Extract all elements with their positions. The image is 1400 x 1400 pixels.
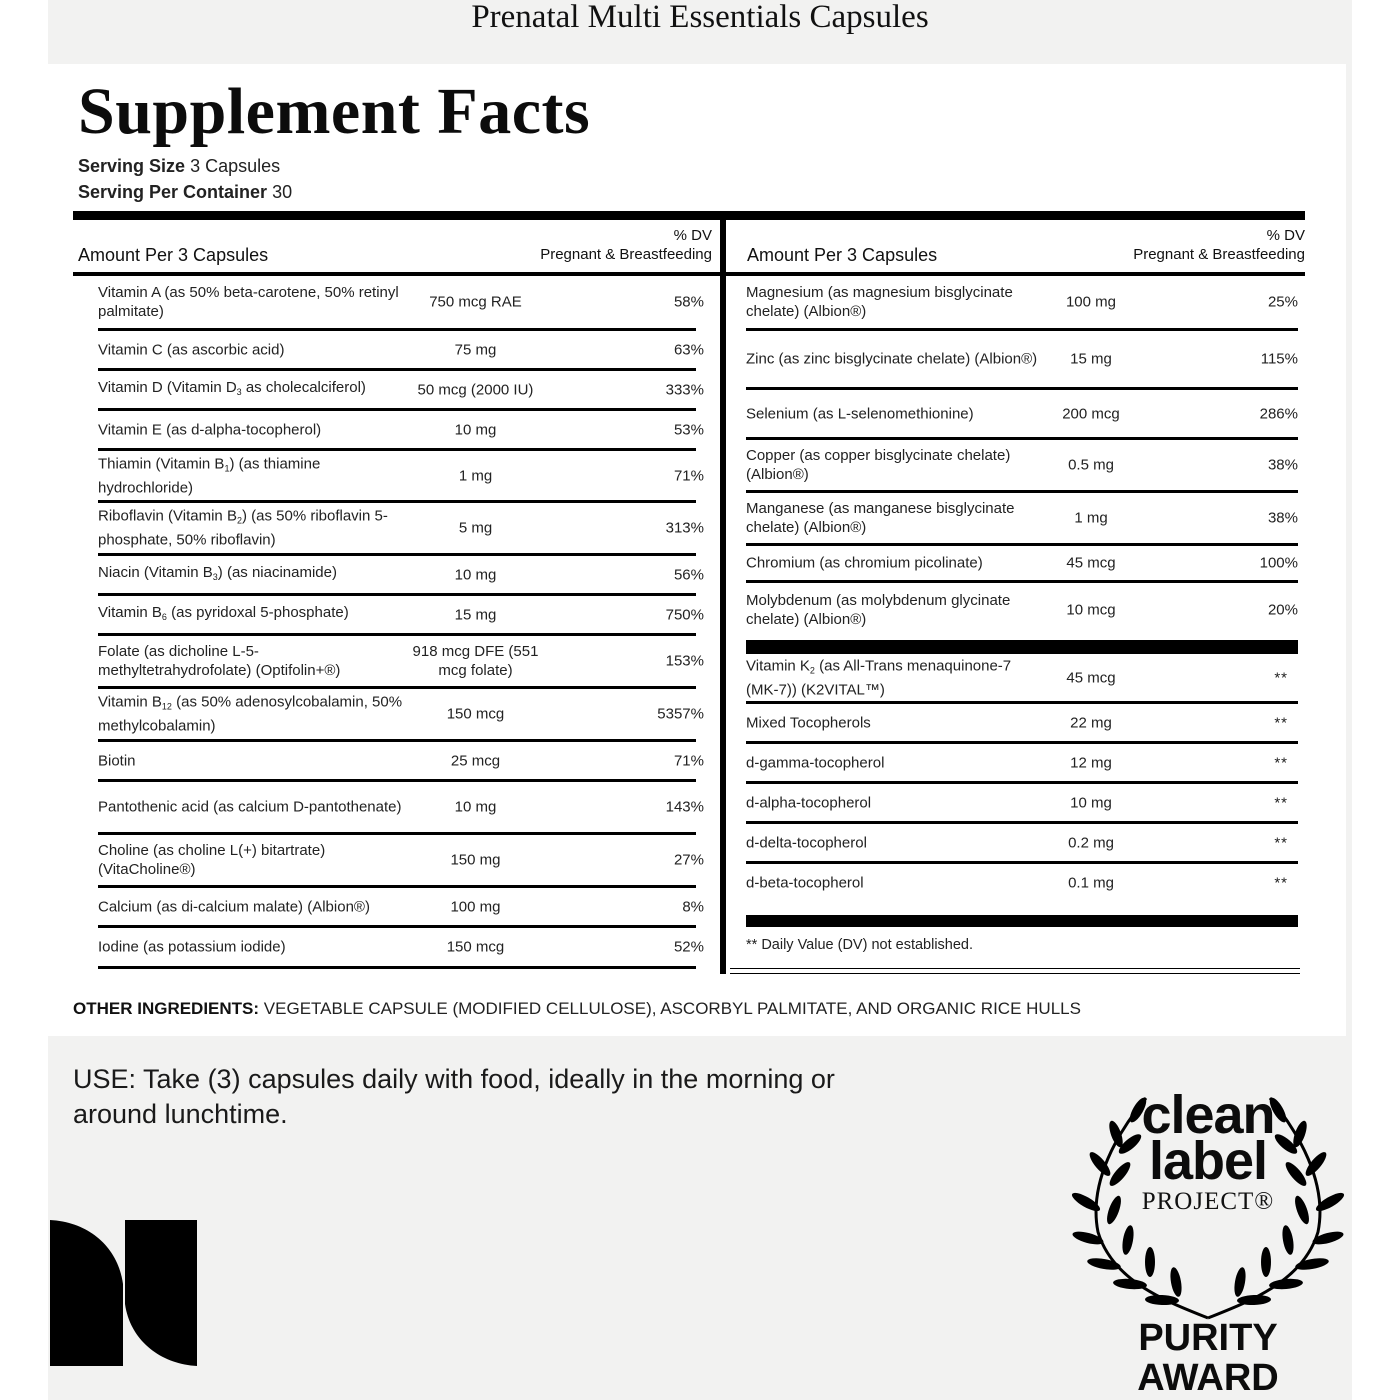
nutrient-daily-value: 38%: [1267, 509, 1298, 527]
nutrient-amount: 0.2 mg: [1068, 834, 1114, 851]
nutrient-amount: 0.5 mg: [1068, 456, 1114, 474]
nutrient-row: [98, 742, 704, 782]
nutrient-name-part: as cholecalciferol): [241, 378, 366, 396]
nutrient-name-part: Niacin (Vitamin B: [98, 563, 213, 581]
other-ingredients-label: OTHER INGREDIENTS:: [73, 999, 260, 1018]
nutrient-name: [98, 507, 403, 550]
nutrient-amount: 22 mg: [1070, 714, 1112, 731]
nutrient-name-part: ) (as niacinamide): [217, 563, 337, 581]
nutrient-daily-value: 53%: [673, 421, 704, 438]
usage-instructions: USE: Take (3) capsules daily with food, ideally in the morning or around lunchtime.: [73, 1064, 835, 1129]
other-ingredients-text: VEGETABLE CAPSULE (MODIFIED CELLULOSE), ASCORBYL PALMITATE, AND ORGANIC RICE HULLS: [263, 999, 1081, 1018]
nutrient-name: Vitamin A (as 50% beta-carotene, 50% retinyl palmitate): [98, 284, 399, 320]
nutrient-name: [98, 378, 403, 402]
other-ingredients: [73, 999, 1081, 1019]
nutrient-name-part: (as 50% adenosylcobalamin, 50% methylcobalamin): [98, 693, 403, 735]
nutrient-amount: 75 mg: [454, 341, 497, 358]
nutrient-daily-value: 143%: [665, 798, 704, 816]
nutrient-row: [98, 888, 704, 928]
nutrient-daily-value: **: [1274, 794, 1288, 811]
nutrient-row: [746, 654, 1298, 704]
nutrient-daily-value: 153%: [665, 652, 704, 670]
nutrient-amount: 45 mcg: [1066, 554, 1116, 572]
nutrient-name: d-gamma-tocopherol: [746, 754, 885, 771]
top-rule: [73, 211, 1305, 220]
dv-header: [1133, 226, 1305, 264]
nutrient-daily-value: **: [1274, 669, 1288, 686]
nutrient-amount: 10 mg: [1070, 794, 1112, 811]
nutrient-row: [98, 782, 704, 835]
nutrient-amount: 100 mg: [1065, 293, 1117, 311]
nutrient-name-part: Vitamin B: [98, 693, 162, 711]
nutrient-row: [746, 583, 1298, 636]
nutrient-amount: 200 mcg: [1062, 405, 1120, 422]
nutrient-row: [746, 824, 1298, 864]
nutrient-subscript: 2: [809, 665, 815, 675]
nutrient-name: [98, 563, 403, 587]
nutrient-amount: 1 mg: [458, 467, 493, 484]
nutrient-row: [98, 556, 704, 596]
dv-header-line2: Pregnant & Breastfeeding: [540, 246, 712, 263]
facts-title: Supplement Facts: [78, 75, 591, 148]
nutrient-daily-value: 38%: [1267, 456, 1298, 474]
nutrient-row: [746, 744, 1298, 784]
nutrient-amount: 5 mg: [458, 519, 493, 537]
nutrient-name: Vitamin E (as d-alpha-tocopherol): [98, 421, 322, 438]
serving-size-value: 3 Capsules: [190, 156, 281, 176]
nutrient-name: Biotin: [98, 752, 136, 769]
nutrient-row: [98, 928, 704, 969]
nutrient-amount: 750 mcg RAE: [429, 293, 522, 311]
nutrient-name: [98, 693, 403, 736]
nutrient-subscript: 6: [161, 611, 167, 622]
nutrient-row: [98, 636, 704, 689]
nutrient-name: Pantothenic acid (as calcium D-pantothenate): [98, 798, 402, 816]
servings-value: 30: [272, 182, 293, 202]
nutrient-name-part: Vitamin B: [98, 603, 162, 621]
nutrient-daily-value: 100%: [1259, 554, 1298, 572]
nutrient-name: Calcium (as di-calcium malate) (Albion®): [98, 898, 370, 915]
nutrient-row: [746, 864, 1298, 901]
amount-header: Amount Per 3 Capsules: [747, 245, 938, 265]
dv-header-line1: % DV: [673, 227, 712, 244]
nutrient-daily-value: **: [1274, 714, 1288, 731]
nutrient-amount: 25 mcg: [450, 752, 501, 769]
nutrient-amount: 100 mg: [450, 898, 501, 915]
left-nutrient-column: [73, 220, 720, 956]
servings-label: Serving Per Container: [78, 182, 268, 202]
nutrient-daily-value: **: [1274, 834, 1288, 851]
nutrient-amount: 150 mcg: [446, 938, 505, 956]
nutrient-amount: 150 mg: [450, 851, 501, 869]
nutrient-name: Mixed Tocopherols: [746, 714, 871, 731]
serving-size: [78, 156, 280, 177]
nutrient-name-part: (as All-Trans menaquinone-7 (MK-7)) (K2VITAL™): [746, 657, 1012, 698]
nutrient-subscript: 3: [212, 571, 218, 582]
nutrient-daily-value: **: [1274, 874, 1288, 891]
nutrient-amount: 918 mcg DFE (551 mcg folate): [412, 643, 539, 679]
nutrient-name: Molybdenum (as molybdenum glycinate chelate) (Albion®): [746, 591, 1011, 628]
nutrient-name: Choline (as choline L(+) bitartrate) (VitaCholine®): [98, 842, 326, 878]
nutrient-name: [98, 603, 403, 627]
nutrient-subscript: 12: [161, 701, 172, 712]
nutrient-subscript: 2: [236, 515, 242, 526]
nutrient-row: [98, 371, 704, 411]
nutrient-row: [98, 276, 704, 331]
nutrient-daily-value: **: [1274, 754, 1288, 771]
clean-label-purity-award: [1058, 1085, 1358, 1400]
nutrient-amount: 1 mg: [1074, 509, 1108, 527]
nutrient-row: [98, 411, 704, 451]
nutrient-name: [98, 454, 403, 497]
nutrient-daily-value: 750%: [665, 606, 704, 623]
footnote-rule: [746, 915, 1298, 927]
bottom-double-rule: [730, 968, 1300, 974]
nutrient-daily-value: 71%: [673, 752, 704, 769]
left-column-header: [73, 220, 720, 276]
nutrient-name-part: ) (as 50% riboflavin 5-phosphate, 50% riboflavin): [98, 507, 388, 549]
nutrient-name-part: (as pyridoxal 5-phosphate): [166, 603, 349, 621]
n-monogram-logo: [50, 1220, 200, 1373]
nutrient-daily-value: 115%: [1260, 350, 1298, 368]
nutrient-daily-value: 25%: [1267, 293, 1298, 311]
award-label-text: label: [1148, 1131, 1268, 1191]
nutrient-name: Copper (as copper bisglycinate chelate) (Albion®): [746, 447, 1011, 483]
serving-size-label: Serving Size: [78, 156, 186, 176]
product-title: Prenatal Multi Essentials Capsules: [471, 0, 929, 35]
nutrient-amount: 12 mg: [1070, 754, 1112, 771]
nutrient-amount: 15 mg: [454, 606, 497, 623]
award-award-text: AWARD: [1137, 1357, 1279, 1399]
nutrient-name: Magnesium (as magnesium bisglycinate chelate) (Albion®): [746, 284, 1013, 320]
amount-header: Amount Per 3 Capsules: [78, 245, 269, 265]
nutrient-name-part: ) (as thiamine hydrochloride): [98, 455, 321, 496]
dv-header-line1: % DV: [1266, 227, 1305, 244]
nutrient-amount: 50 mcg (2000 IU): [417, 381, 534, 398]
nutrient-amount: 150 mcg: [446, 705, 505, 723]
nutrient-row: [746, 331, 1298, 390]
nutrient-name: d-delta-tocopherol: [746, 834, 867, 851]
nutrient-name: [746, 656, 1046, 699]
nutrient-row: [746, 276, 1298, 331]
nutrient-row: [98, 689, 704, 742]
award-project-text: PROJECT®: [1141, 1188, 1275, 1215]
nutrient-row: [98, 331, 704, 371]
nutrient-name-part: Riboflavin (Vitamin B: [98, 507, 237, 525]
nutrient-daily-value: 56%: [673, 566, 704, 583]
nutrient-row: [98, 596, 704, 636]
nutrient-row: [746, 704, 1298, 744]
nutrient-row: [98, 451, 704, 503]
nutrient-daily-value: 333%: [665, 381, 704, 398]
nutrient-row: [746, 546, 1298, 583]
product-card: [48, 0, 1352, 1400]
nutrient-amount: 10 mg: [454, 798, 497, 816]
nutrient-amount: 10 mg: [454, 566, 497, 583]
nutrient-amount: 15 mg: [1070, 350, 1112, 368]
nutrient-daily-value: 313%: [665, 519, 704, 537]
nutrient-name: Zinc (as zinc bisglycinate chelate) (Albion®): [746, 350, 1038, 368]
nutrient-name: d-alpha-tocopherol: [746, 794, 872, 811]
dv-header: [540, 226, 712, 264]
award-clean-text: clean: [1141, 1085, 1275, 1145]
nutrient-name: Vitamin C (as ascorbic acid): [98, 341, 285, 358]
nutrient-name: Iodine (as potassium iodide): [98, 938, 286, 956]
nutrient-amount: 0.1 mg: [1068, 874, 1114, 891]
nutrient-name: Selenium (as L-selenomethionine): [746, 405, 974, 422]
nutrient-daily-value: 58%: [673, 293, 704, 311]
nutrient-daily-value: 71%: [673, 467, 704, 484]
dv-header-line2: Pregnant & Breastfeeding: [1133, 246, 1305, 263]
nutrient-daily-value: 286%: [1259, 405, 1298, 422]
nutrient-daily-value: 5357%: [657, 705, 704, 723]
nutrient-amount: 10 mcg: [1066, 601, 1116, 618]
nutrient-daily-value: 52%: [673, 938, 704, 956]
award-purity-text: PURITY: [1138, 1317, 1278, 1359]
nutrient-name-part: Thiamin (Vitamin B: [98, 455, 225, 472]
nutrient-row: [746, 440, 1298, 493]
right-nutrient-column: [726, 220, 1305, 953]
nutrient-name: Folate (as dicholine L-5-methyltetrahydrofolate) (Optifolin+®): [98, 643, 341, 679]
supplement-facts-panel: [48, 64, 1346, 1036]
column-divider: [720, 211, 726, 974]
nutrient-daily-value: 27%: [673, 851, 704, 869]
nutrient-daily-value: 63%: [673, 341, 704, 358]
right-column-header: [726, 220, 1305, 276]
nutrient-row: [746, 390, 1298, 440]
section-rule: [746, 640, 1298, 654]
dv-footnote: ** Daily Value (DV) not established.: [746, 937, 974, 953]
nutrient-row: [98, 503, 704, 556]
servings-per-container: [78, 182, 292, 203]
nutrient-daily-value: 8%: [682, 898, 704, 915]
nutrient-name: d-beta-tocopherol: [746, 874, 864, 891]
nutrient-daily-value: 20%: [1267, 601, 1298, 618]
nutrient-subscript: 3: [236, 386, 242, 397]
nutrient-row: [746, 493, 1298, 546]
nutrient-name: Manganese (as manganese bisglycinate chelate) (Albion®): [746, 500, 1015, 536]
nutrient-amount: 10 mg: [454, 421, 497, 438]
nutrient-name: Chromium (as chromium picolinate): [746, 554, 983, 572]
nutrient-name-part: Vitamin K: [746, 657, 810, 674]
nutrient-amount: 45 mcg: [1066, 669, 1116, 686]
nutrient-row: [746, 784, 1298, 824]
nutrient-name-part: Vitamin D (Vitamin D: [98, 378, 237, 396]
nutrient-row: [98, 835, 704, 888]
nutrient-subscript: 1: [224, 463, 230, 473]
